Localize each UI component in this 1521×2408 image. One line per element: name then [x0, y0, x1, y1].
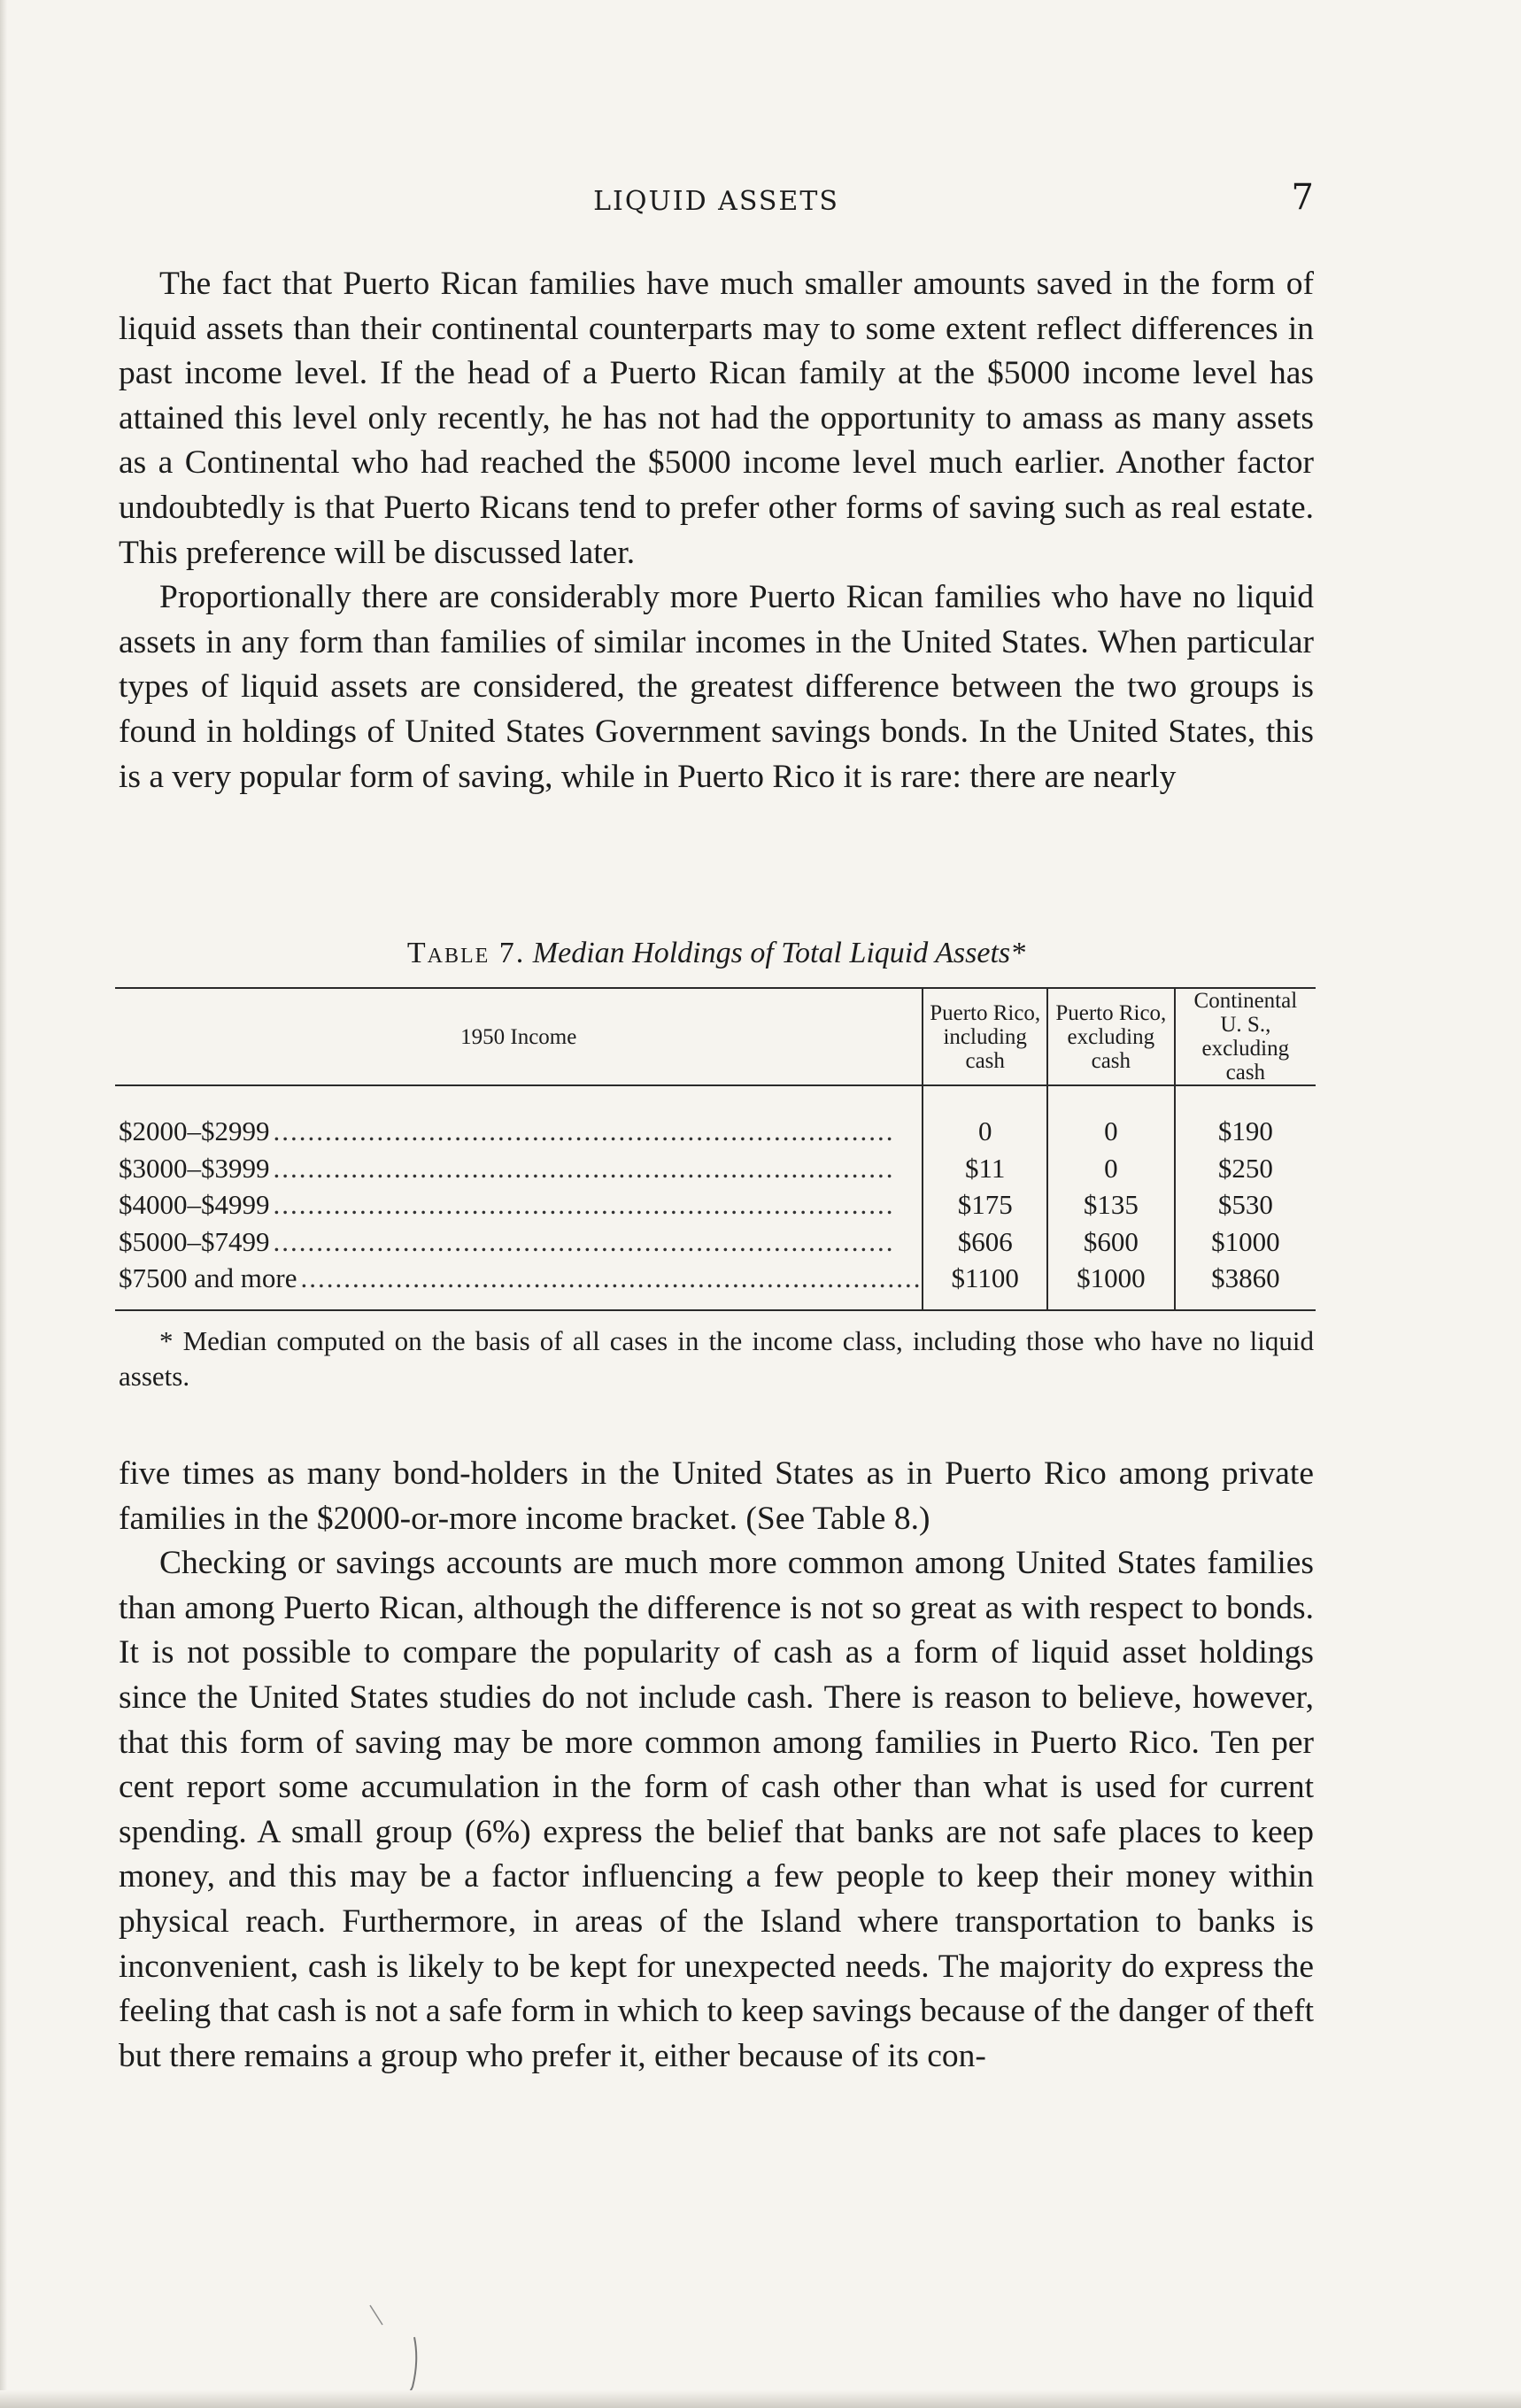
page-edge [0, 0, 7, 2408]
value-cell: $600 [1047, 1223, 1175, 1261]
value-cell: 0 [1047, 1150, 1175, 1187]
table-caption [119, 937, 1314, 970]
value-cell: $175 [923, 1186, 1046, 1223]
value-cell: $190 [1175, 1085, 1316, 1150]
table-footnote: * Median computed on the basis of all cases in the income class, including those who have no liquid assets. [119, 1325, 1314, 1392]
page-number: 7 [1291, 177, 1314, 218]
value-cell: $530 [1175, 1186, 1316, 1223]
table-row [115, 1260, 1316, 1310]
body-text-bottom [119, 1452, 1314, 2079]
body-text-top [119, 262, 1314, 799]
paragraph: Proportionally there are considerably more Puerto Rican families who have no liquid assets in any form than families of similar incomes in the United States. When particular types of liquid assets are considered, the greatest difference between the two groups is found in holdings of United States Government savings bonds. In the United States, this is a very popular form of saving, while in Puerto Rico it is rare: there are nearly [119, 579, 1314, 795]
data-table [115, 987, 1316, 1311]
column-header-pr-including-cash: Puerto Rico, including cash [923, 988, 1046, 1085]
dot-leader: ........................................................................ [300, 1262, 923, 1293]
income-cell [115, 1150, 923, 1187]
value-cell: $135 [1047, 1186, 1175, 1223]
table-caption-label: Table 7. [406, 937, 526, 969]
page-bottom-edge [0, 2390, 1521, 2408]
dot-leader: ........................................................................ [273, 1152, 895, 1184]
table-row [115, 1150, 1316, 1187]
table-container [115, 987, 1316, 1311]
dot-leader: ........................................................................ [273, 1189, 895, 1220]
value-cell: $3860 [1175, 1260, 1316, 1310]
column-header-pr-excluding-cash: Puerto Rico, excluding cash [1047, 988, 1175, 1085]
income-cell [115, 1085, 923, 1150]
value-cell: $1000 [1175, 1223, 1316, 1261]
value-cell: $250 [1175, 1150, 1316, 1187]
dot-leader: ........................................................................ [273, 1115, 895, 1146]
income-label: $3000–$3999 [119, 1153, 274, 1184]
table-header-row [115, 988, 1316, 1085]
column-header-income: 1950 Income [115, 988, 923, 1085]
value-cell: $11 [923, 1150, 1046, 1187]
value-cell: $606 [923, 1223, 1046, 1261]
table-caption-title: Median Holdings of Total Liquid Assets* [532, 937, 1026, 969]
income-label: $4000–$4999 [119, 1189, 274, 1220]
value-cell: 0 [923, 1085, 1046, 1150]
value-cell: 0 [1047, 1085, 1175, 1150]
income-label: $5000–$7499 [119, 1226, 274, 1257]
table-row [115, 1186, 1316, 1223]
table-row [115, 1223, 1316, 1261]
income-cell [115, 1186, 923, 1223]
value-cell: $1000 [1047, 1260, 1175, 1310]
dot-leader: ........................................................................ [273, 1225, 895, 1257]
income-cell [115, 1223, 923, 1261]
column-header-us-excluding-cash: Continental U. S., excluding cash [1175, 988, 1316, 1085]
income-label: $2000–$2999 [119, 1115, 274, 1146]
income-label: $7500 and more [119, 1262, 300, 1293]
paragraph: The fact that Puerto Rican families have much smaller amounts saved in the form of liquid assets than their continental counterparts may to some extent reflect differences in past income level. If the head of a Puerto Rican family at the $5000 income level has attained this level only recently, he has not had the opportunity to amass as many assets as a Continental who had reached the $5000 income level much earlier. Another factor undoubtedly is that Puerto Ricans tend to prefer other forms of saving such as real estate. This preference will be discussed later. [119, 266, 1314, 571]
value-cell: $1100 [923, 1260, 1046, 1310]
paragraph: five times as many bond-holders in the United States as in Puerto Rico among private families in the $2000-or-more income bracket. (See Table 8.) [119, 1455, 1314, 1537]
table-row [115, 1085, 1316, 1150]
income-cell [115, 1260, 923, 1310]
paragraph: Checking or savings accounts are much more common among United States families than among Puerto Rican, although the difference is not so great as with respect to bonds. It is not possible to compare the popularity of cash as a form of liquid asset holdings since the United States studies do not include cash. There is reason to believe, however, that this form of saving may be more common among families in Puerto Rico. Ten per cent report some accumulation in the form of cash other than what is used for current spending. A small group (6%) express the belief that banks are not safe places to keep money, and this may be a factor influencing a few people to keep their money within physical reach. Furthermore, in areas of the Island where transportation to banks is inconvenient, cash is likely to be kept for unexpected needs. The majority do express the feeling that cash is not a safe form in which to keep savings because of the danger of theft but there remains a group who prefer it, either because of its con- [119, 1545, 1314, 2074]
running-head [119, 177, 1314, 230]
running-title: LIQUID ASSETS [593, 186, 839, 217]
